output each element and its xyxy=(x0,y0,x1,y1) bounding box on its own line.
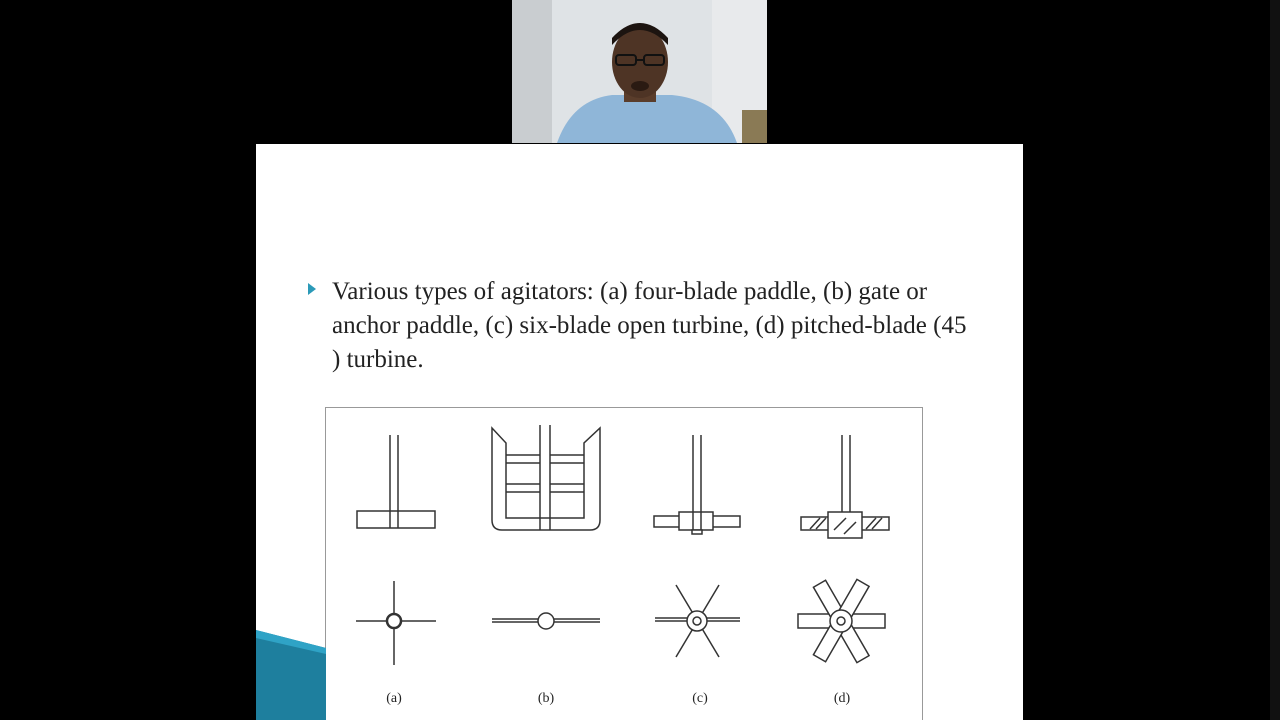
agitator-figure xyxy=(325,407,923,720)
triangle-bullet-icon xyxy=(308,283,316,295)
caption-a: (a) xyxy=(386,691,402,706)
pitched-blade-turbine-side xyxy=(801,435,889,538)
six-blade-turbine-side xyxy=(654,435,740,534)
anchor-paddle-side xyxy=(492,425,600,530)
caption-c: (c) xyxy=(692,691,708,706)
presentation-slide xyxy=(256,144,1023,720)
four-blade-paddle-side xyxy=(357,435,435,528)
pitched-blade-turbine-top xyxy=(798,579,885,662)
anchor-paddle-top xyxy=(492,613,600,629)
six-blade-turbine-top xyxy=(655,585,740,657)
agitator-diagrams xyxy=(326,408,922,720)
caption-b: (b) xyxy=(537,691,555,706)
bullet-text: Various types of agitators: (a) four-blade paddle, (b) gate or anchor paddle, (c) six-blade open turbine, (d) pitched-blade (45 ) turbine. xyxy=(332,278,967,373)
four-blade-paddle-top xyxy=(356,581,436,665)
screen-edge-strip xyxy=(1270,0,1280,720)
corner-accent-shape xyxy=(256,630,326,720)
presenter-video-frame xyxy=(512,0,767,143)
caption-d: (d) xyxy=(833,691,851,706)
presenter-webcam xyxy=(512,0,767,143)
